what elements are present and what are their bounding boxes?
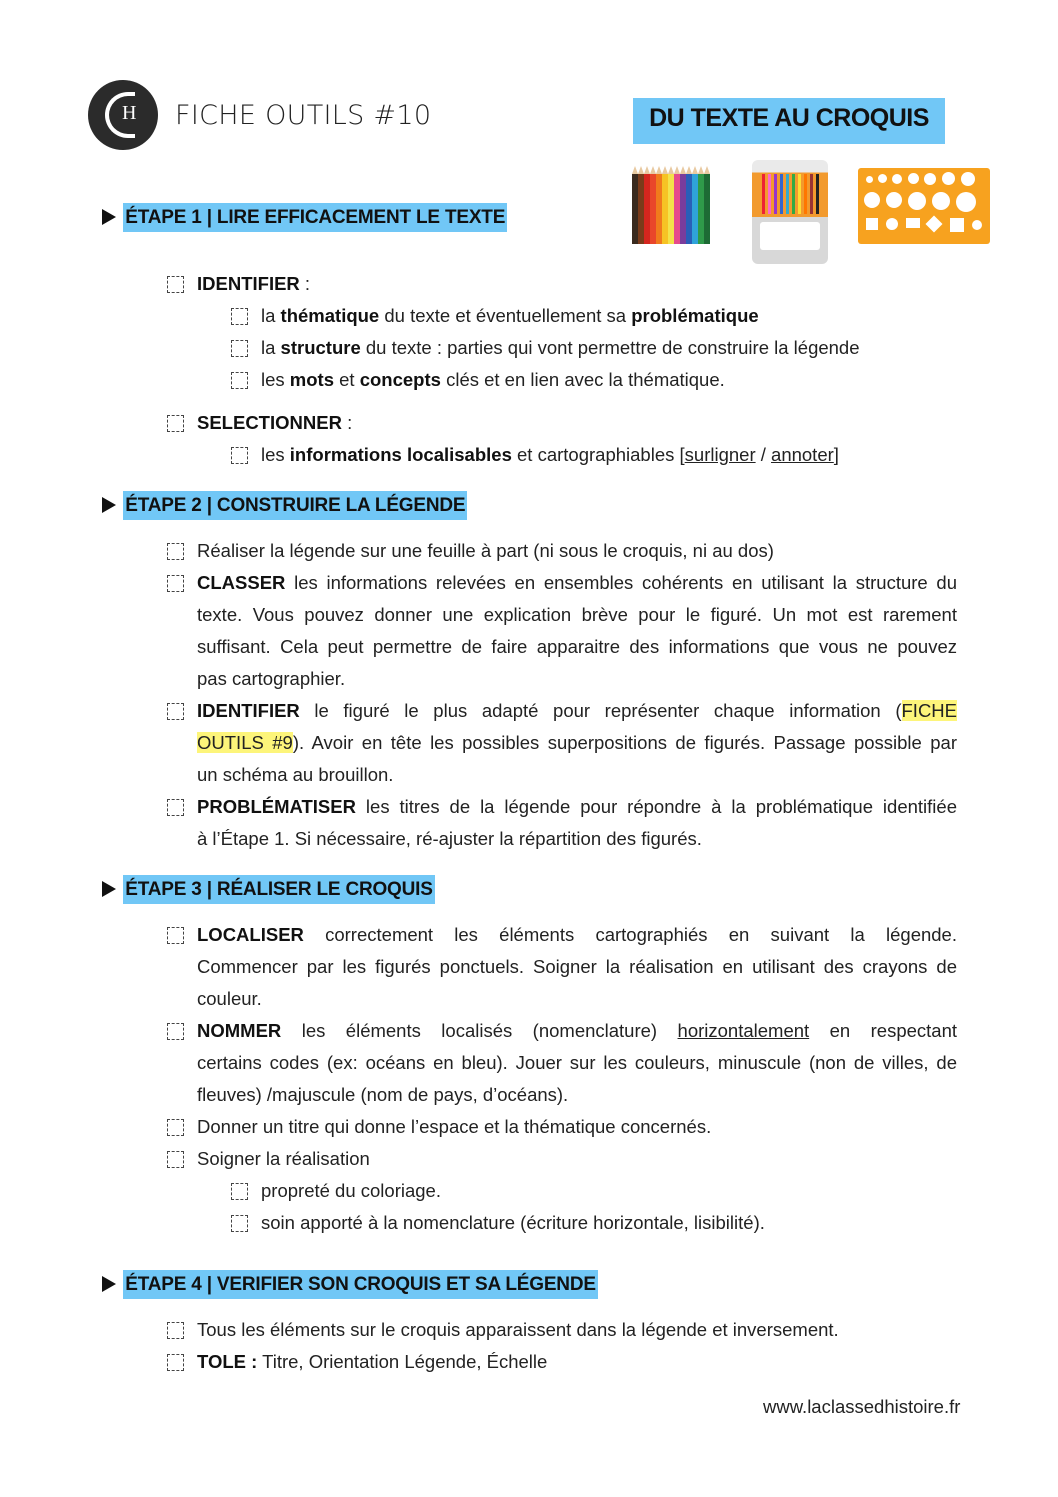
checkbox[interactable]: [167, 1151, 184, 1168]
checklist-subitem: la structure du texte : parties qui vont permettre de construire la légende: [0, 332, 1058, 364]
checkbox[interactable]: [231, 372, 248, 389]
page-title: DU TEXTE AU CROQUIS: [633, 98, 945, 144]
checkbox[interactable]: [167, 1023, 184, 1040]
checkbox[interactable]: [167, 276, 184, 293]
logo: [88, 80, 158, 150]
checklist-item: LOCALISER correctement les éléments cartographiés en suivant la légende. Commencer par les figurés ponctuels. Soigner la réalisation en utilisant des crayons de couleur.: [0, 919, 1058, 1015]
checkbox[interactable]: [167, 1354, 184, 1371]
checklist-item: CLASSER les informations relevées en ensembles cohérents en utilisant la structure du texte. Vous pouvez donner une explication brève pour le figuré. Un mot est rarement suffisant. Cela peut permettre de faire apparaitre des informations que vous ne pouvez pas cartographier.: [0, 567, 1058, 695]
checklist-item: Réaliser la légende sur une feuille à part (ni sous le croquis, ni au dos): [0, 535, 1058, 567]
checkbox[interactable]: [167, 1119, 184, 1136]
checklist-item: TOLE : Titre, Orientation Légende, Échelle: [0, 1346, 1058, 1378]
checklist-item: PROBLÉMATISER les titres de la légende pour répondre à la problématique identifiée à l’Étape 1. Si nécessaire, ré-ajuster la répartition des figurés.: [0, 791, 1058, 855]
checklist-item: Tous les éléments sur le croquis apparaissent dans la légende et inversement.: [0, 1314, 1058, 1346]
checklist-subitem: soin apporté à la nomenclature (écriture horizontale, lisibilité).: [0, 1207, 1058, 1239]
checkbox[interactable]: [167, 927, 184, 944]
triangle-bullet-icon: [102, 1276, 116, 1292]
checklist-item: IDENTIFIER le figuré le plus adapté pour représenter chaque information (FICHE OUTILS #9). Avoir en tête les possibles superpositions de figurés. Passage possible par un schéma au brouillon.: [0, 695, 1058, 791]
checkbox[interactable]: [167, 703, 184, 720]
checkbox[interactable]: [167, 1322, 184, 1339]
fiche-number: FICHE OUTILS #10: [175, 100, 432, 131]
footer-url[interactable]: www.laclassedhistoire.fr: [763, 1396, 961, 1417]
step1-heading: ÉTAPE 1 | LIRE EFFICACEMENT LE TEXTE: [102, 207, 507, 229]
triangle-bullet-icon: [102, 881, 116, 897]
logo-letters: H: [122, 102, 137, 124]
checkbox[interactable]: [167, 799, 184, 816]
triangle-bullet-icon: [102, 209, 116, 225]
step3-heading: ÉTAPE 3 | RÉALISER LE CROQUIS: [102, 879, 435, 901]
step2-heading: ÉTAPE 2 | CONSTRUIRE LA LÉGENDE: [102, 495, 467, 517]
checkbox[interactable]: [231, 308, 248, 325]
checklist-subitem: la thématique du texte et éventuellement sa problématique: [0, 300, 1058, 332]
checklist-item: NOMMER les éléments localisés (nomenclature) horizontalement en respectant certains codes (ex: océans en bleu). Jouer sur les couleurs, minuscule (non de villes, de fleuves) /majuscule (nom de pays, d’océans).: [0, 1015, 1058, 1111]
checkbox[interactable]: [167, 575, 184, 592]
triangle-bullet-icon: [102, 497, 116, 513]
colored-pencils-image: [630, 162, 712, 244]
checklist-subitem: les informations localisables et cartographiables [surligner / annoter]: [0, 439, 1058, 471]
checklist-item: Donner un titre qui donne l’espace et la thématique concernés.: [0, 1111, 1058, 1143]
checklist-item: IDENTIFIER :: [0, 268, 1058, 300]
checkbox[interactable]: [167, 415, 184, 432]
checklist-subitem: propreté du coloriage.: [0, 1175, 1058, 1207]
checklist-subitem: les mots et concepts clés et en lien avec la thématique.: [0, 364, 1058, 396]
checklist-item: Soigner la réalisation: [0, 1143, 1058, 1175]
drawing-stencil-image: [858, 168, 990, 244]
checklist-item: SELECTIONNER :: [0, 407, 1058, 439]
checkbox[interactable]: [231, 340, 248, 357]
checkbox[interactable]: [167, 543, 184, 560]
checkbox[interactable]: [231, 447, 248, 464]
checkbox[interactable]: [231, 1183, 248, 1200]
step4-heading: ÉTAPE 4 | VERIFIER SON CROQUIS ET SA LÉGENDE: [102, 1274, 598, 1296]
felt-pens-image: [752, 160, 828, 264]
checkbox[interactable]: [231, 1215, 248, 1232]
